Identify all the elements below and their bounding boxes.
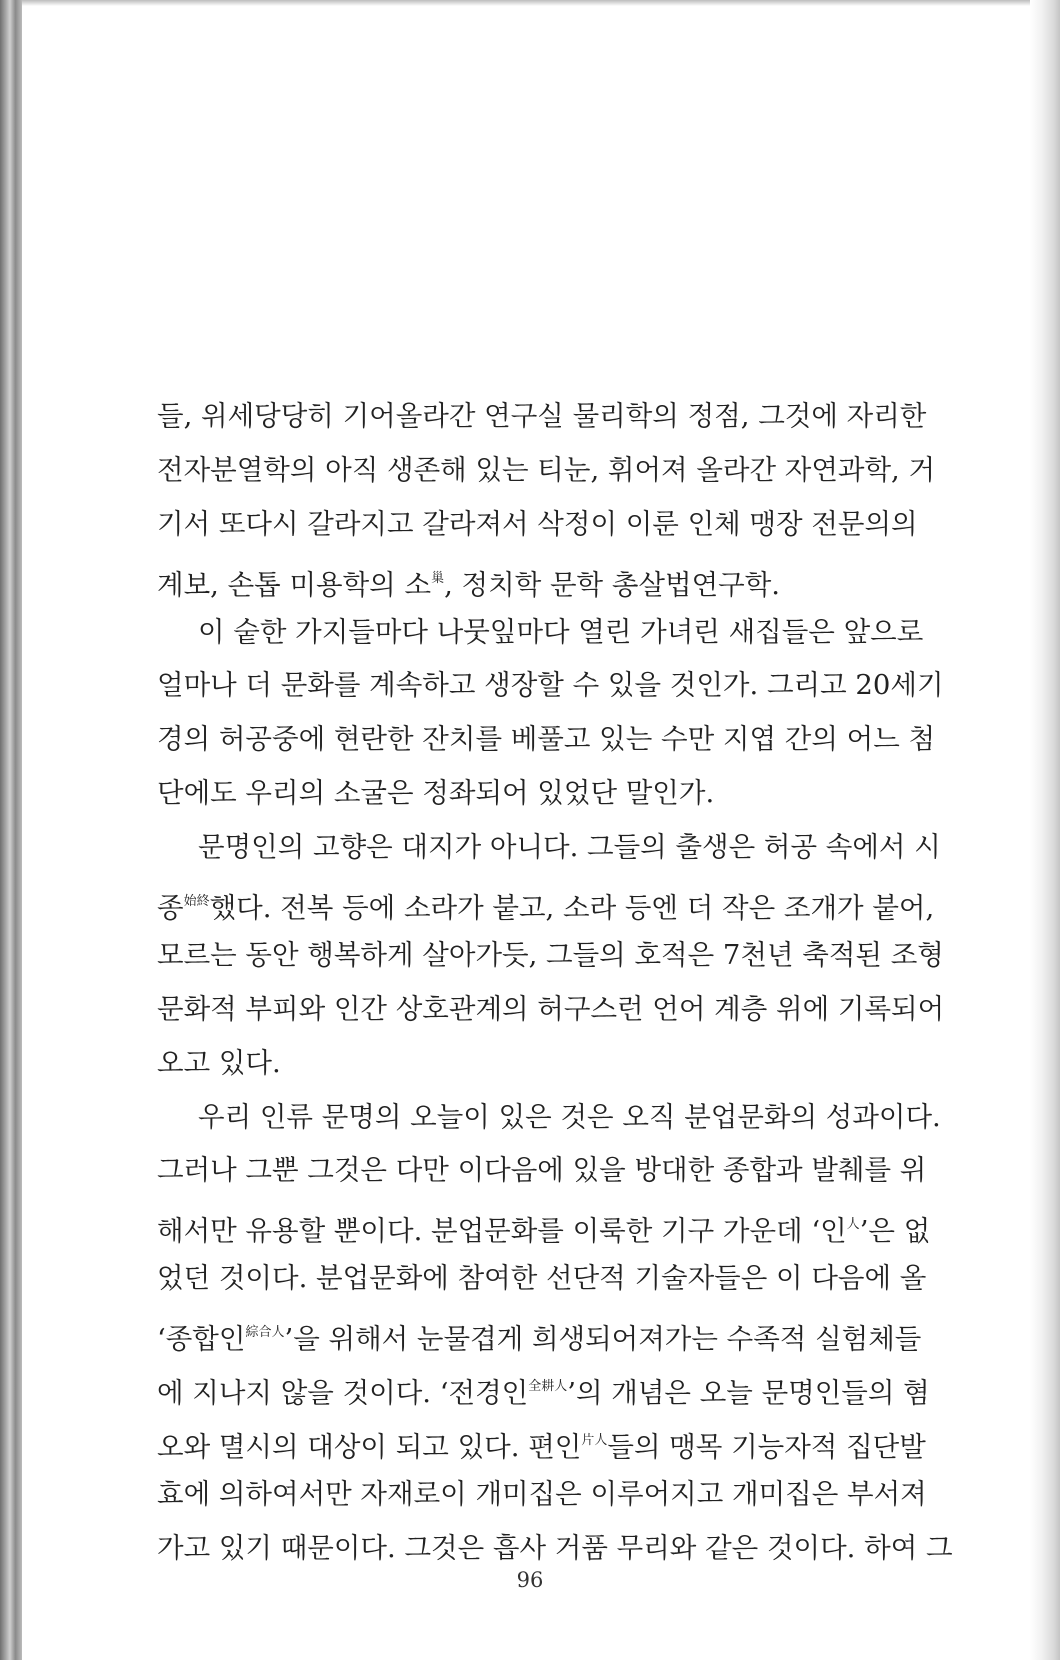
text-span: 오와 멸시의 대상이 되고 있다. 편인 (157, 1430, 582, 1463)
hanja-annotation: 全耕人 (528, 1379, 568, 1395)
page-number: 96 (516, 1568, 544, 1592)
text-line: 기서 또다시 갈라지고 갈라져서 삭정이 이룬 인체 맹장 전문의의 (157, 507, 918, 540)
text-line: 단에도 우리의 소굴은 정좌되어 있었단 말인가. (157, 777, 715, 810)
text-line: 효에 의하여서만 자재로이 개미집은 이루어지고 개미집은 부서져 (157, 1477, 927, 1510)
text-line: 오고 있다. (157, 1046, 281, 1079)
book-spine-edge (0, 0, 22, 1660)
text-line (157, 1198, 931, 1252)
page-top-shadow (22, 0, 1030, 6)
text-span: 해서만 유용할 뿐이다. 분업문화를 이룩한 기구 가운데 ‘인 (157, 1215, 847, 1248)
text-span: ’을 위해서 눈물겹게 희생되어져가는 수족적 실험체들 (284, 1323, 922, 1356)
text-line: 우리 인류 문명의 오늘이 있은 것은 오직 분업문화의 성과이다. (198, 1100, 941, 1133)
text-line: 문화적 부피와 인간 상호관계의 허구스런 언어 계층 위에 기록되어 (157, 992, 945, 1025)
page-stack-edge (1030, 0, 1060, 1660)
text-line: 얼마나 더 문화를 계속하고 생장할 수 있을 것인가. 그리고 20세기 (157, 669, 944, 702)
body-text (157, 390, 953, 1576)
text-span: 종 (157, 892, 184, 925)
text-span: 계보, 손톱 미용학의 소 (157, 568, 432, 601)
text-line: 었던 것이다. 분업문화에 참여한 선단적 기술자들은 이 다음에 올 (157, 1262, 927, 1295)
text-line: 이 숱한 가지들마다 나뭇잎마다 열린 가녀린 새집들은 앞으로 (198, 615, 924, 648)
text-line (157, 552, 903, 606)
hanja-annotation: 始終 (183, 894, 210, 910)
text-span: 했다. 전복 등에 소라가 붙고, 소라 등엔 더 작은 조개가 붙어, (209, 892, 935, 925)
text-span: 들의 맹목 기능자적 집단발 (607, 1430, 926, 1463)
text-line: 가고 있기 때문이다. 그것은 흡사 거품 무리와 같은 것이다. 하여 그 (157, 1531, 953, 1564)
text-line (157, 1306, 922, 1360)
text-line: 그러나 그뿐 그것은 다만 이다음에 있을 방대한 종합과 발췌를 위 (157, 1154, 927, 1187)
text-line: 들, 위세당당히 기어올라간 연구실 물리학의 정점, 그것에 자리한 (157, 400, 927, 432)
text-line: 경의 허공중에 현란한 잔치를 베풀고 있는 수만 지엽 간의 어느 첨 (157, 723, 936, 756)
text-line (157, 1360, 930, 1414)
text-line: 모르는 동안 행복하게 살아가듯, 그들의 호적은 7천년 축적된 조형 (157, 938, 944, 971)
text-span: ’은 없 (859, 1215, 931, 1248)
hanja-annotation: 巢 (431, 570, 445, 586)
text-span: ‘종합인 (157, 1323, 246, 1356)
hanja-annotation: 人 (846, 1217, 860, 1233)
text-line (157, 1414, 926, 1468)
text-line (157, 875, 935, 929)
text-span: ’의 개념은 오늘 문명인들의 혐 (567, 1377, 930, 1410)
text-line: 문명인의 고향은 대지가 아니다. 그들의 출생은 허공 속에서 시 (198, 831, 941, 864)
text-line: 전자분열학의 아직 생존해 있는 티눈, 휘어져 올라간 자연과학, 거 (157, 453, 936, 486)
text-span: , 정치학 문학 총살법연구학. (444, 568, 780, 601)
text-span: 에 지나지 않을 것이다. ‘전경인 (157, 1377, 529, 1410)
hanja-annotation: 片人 (581, 1432, 608, 1448)
hanja-annotation: 綜合人 (245, 1325, 285, 1341)
